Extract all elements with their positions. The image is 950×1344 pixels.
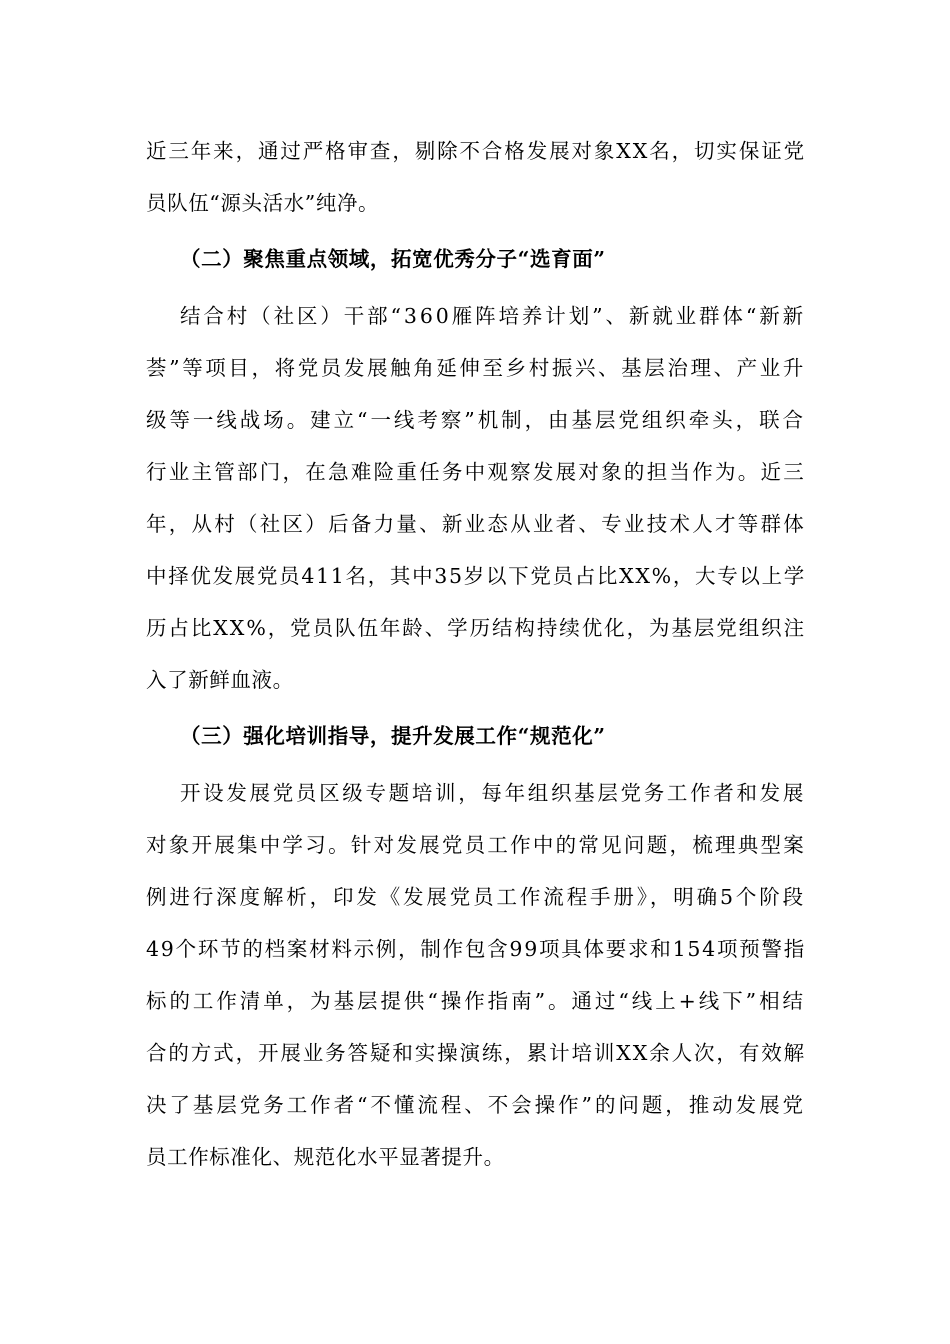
paragraph-3-line-4: 49个环节的档案材料示例，制作包含99项具体要求和154项预警指 [146, 937, 806, 961]
paragraph-3-line-2: 对象开展集中学习。针对发展党员工作中的常见问题，梳理典型案 [146, 833, 806, 857]
paragraph-3-line-3: 例进行深度解析，印发《发展党员工作流程手册》，明确5个阶段 [146, 885, 806, 909]
section-heading-3: （三）强化培训指导，提升发展工作“规范化” [180, 724, 606, 748]
section-heading-2: （二）聚焦重点领域，拓宽优秀分子“选育面” [180, 247, 606, 271]
paragraph-2-line-8: 入了新鲜血液。 [146, 668, 294, 692]
paragraph-2-line-3: 级等一线战场。建立“一线考察”机制，由基层党组织牵头，联合 [146, 408, 806, 432]
paragraph-2-line-2: 荟”等项目，将党员发展触角延伸至乡村振兴、基层治理、产业升 [146, 356, 806, 380]
paragraph-2-line-6: 中择优发展党员411名，其中35岁以下党员占比XX%，大专以上学 [146, 564, 806, 588]
paragraph-3-line-7: 决了基层党务工作者“不懂流程、不会操作”的问题，推动发展党 [146, 1093, 806, 1117]
paragraph-3-line-6: 合的方式，开展业务答疑和实操演练，累计培训XX余人次，有效解 [146, 1041, 806, 1065]
paragraph-2-line-7: 历占比XX%，党员队伍年龄、学历结构持续优化，为基层党组织注 [146, 616, 806, 640]
paragraph-2-line-4: 行业主管部门，在急难险重任务中观察发展对象的担当作为。近三 [146, 460, 806, 484]
paragraph-3-line-5: 标的工作清单，为基层提供“操作指南”。通过“线上+线下”相结 [146, 989, 806, 1013]
paragraph-1-line-2: 员队伍“源头活水”纯净。 [146, 191, 380, 215]
paragraph-3-line-1: 开设发展党员区级专题培训，每年组织基层党务工作者和发展 [180, 781, 806, 805]
paragraph-2-line-1: 结合村（社区）干部“360雁阵培养计划”、新就业群体“新新 [180, 304, 806, 328]
paragraph-2-line-5: 年，从村（社区）后备力量、新业态从业者、专业技术人才等群体 [146, 512, 806, 536]
paragraph-1-line-1: 近三年来，通过严格审查，剔除不合格发展对象XX名，切实保证党 [146, 139, 806, 163]
paragraph-3-line-8: 员工作标准化、规范化水平显著提升。 [146, 1145, 505, 1169]
